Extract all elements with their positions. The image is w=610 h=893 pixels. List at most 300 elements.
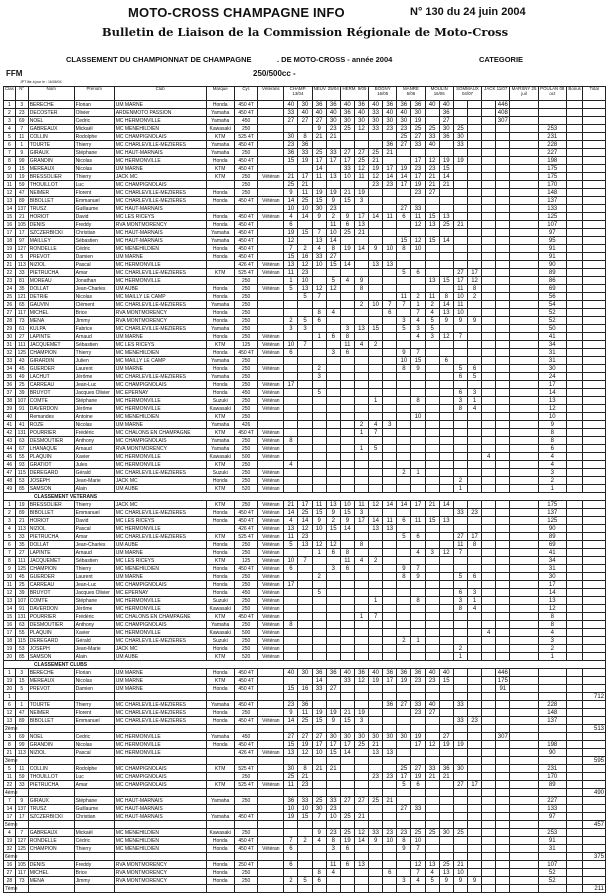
- table-cell: [566, 389, 582, 397]
- table-cell: [496, 885, 510, 893]
- table-cell: 33: [411, 805, 425, 813]
- table-cell: 1: [4, 693, 16, 701]
- table-cell: [566, 693, 582, 701]
- table-cell: [467, 149, 481, 157]
- table-cell: Mickaël: [74, 829, 114, 837]
- table-cell: [369, 573, 383, 581]
- table-cell: MC CHARLEVILLE-MEZIERES: [114, 709, 206, 717]
- table-cell: [369, 725, 383, 733]
- table-cell: SZCZERBICKI: [28, 229, 74, 237]
- table-cell: 91: [15, 605, 28, 613]
- table-cell: 15: [340, 509, 354, 517]
- table-cell: [425, 253, 439, 261]
- table-cell: [369, 277, 383, 285]
- table-cell: Yamaha: [206, 325, 234, 333]
- table-cell: 27: [312, 733, 326, 741]
- table-cell: [453, 685, 467, 693]
- table-cell: [510, 653, 538, 661]
- table-cell: Olivier: [74, 109, 114, 117]
- table-cell: 15: [284, 685, 298, 693]
- table-cell: [467, 421, 481, 429]
- table-cell: [383, 429, 397, 437]
- table-cell: [411, 645, 425, 653]
- table-cell: [566, 861, 582, 869]
- table-cell: [482, 669, 496, 677]
- club-total-row: [4, 853, 606, 861]
- table-cell: [583, 389, 606, 397]
- table-cell: Yamaha: [206, 149, 234, 157]
- table-cell: 27: [298, 117, 312, 125]
- table-cell: [340, 317, 354, 325]
- table-cell: Jean-Marie: [74, 477, 114, 485]
- table-cell: [467, 517, 481, 525]
- table-cell: [369, 781, 383, 789]
- table-cell: [411, 813, 425, 821]
- veteran-row: [4, 541, 606, 549]
- table-cell: [383, 565, 397, 573]
- table-cell: [510, 389, 538, 397]
- table-cell: [340, 789, 354, 797]
- table-cell: [298, 829, 312, 837]
- table-cell: [439, 581, 453, 589]
- table-cell: 89: [15, 717, 28, 725]
- table-cell: [354, 805, 368, 813]
- table-cell: Yamaha: [206, 733, 234, 741]
- table-cell: 20: [4, 653, 16, 661]
- table-cell: [510, 517, 538, 525]
- table-cell: [510, 589, 538, 597]
- table-cell: [482, 805, 496, 813]
- table-cell: 30: [312, 805, 326, 813]
- table-cell: 12: [298, 261, 312, 269]
- table-cell: DENIS: [28, 861, 74, 869]
- table-cell: 27: [397, 141, 411, 149]
- table-cell: [439, 597, 453, 605]
- table-cell: 12: [354, 125, 368, 133]
- veteran-row: [4, 501, 606, 509]
- table-cell: [354, 525, 368, 533]
- table-cell: [583, 589, 606, 597]
- table-cell: [566, 189, 582, 197]
- table-cell: [234, 885, 258, 893]
- table-cell: 27: [439, 117, 453, 125]
- table-cell: [354, 789, 368, 797]
- table-cell: 450 4T: [234, 349, 258, 357]
- table-cell: 14: [397, 173, 411, 181]
- table-cell: [510, 109, 538, 117]
- table-cell: [583, 549, 606, 557]
- table-cell: [467, 109, 481, 117]
- table-cell: Pascal: [74, 525, 114, 533]
- table-cell: 11: [411, 517, 425, 525]
- table-cell: 33: [411, 141, 425, 149]
- table-cell: 19: [354, 189, 368, 197]
- table-cell: [312, 581, 326, 589]
- table-cell: Honda: [206, 381, 234, 389]
- table-cell: [496, 357, 510, 365]
- table-cell: 67: [15, 445, 28, 453]
- table-cell: 69: [15, 733, 28, 741]
- table-cell: [354, 749, 368, 757]
- table-cell: 30: [340, 733, 354, 741]
- table-cell: 9: [467, 877, 481, 885]
- table-cell: 40: [425, 701, 439, 709]
- table-cell: Honda: [206, 509, 234, 517]
- table-cell: [482, 533, 496, 541]
- table-cell: 12: [298, 749, 312, 757]
- table-cell: [439, 229, 453, 237]
- table-cell: MENA: [28, 877, 74, 885]
- table-cell: [467, 565, 481, 573]
- table-cell: [566, 125, 582, 133]
- table-cell: 31: [538, 565, 566, 573]
- table-cell: [258, 765, 284, 773]
- table-cell: 15: [439, 165, 453, 173]
- table-cell: [439, 749, 453, 757]
- table-cell: [482, 717, 496, 725]
- table-cell: 31: [538, 349, 566, 357]
- table-cell: [369, 485, 383, 493]
- table-cell: 450 4T: [234, 245, 258, 253]
- table-cell: [369, 309, 383, 317]
- table-cell: 40: [425, 141, 439, 149]
- table-cell: 9: [397, 349, 411, 357]
- table-cell: Honda: [206, 717, 234, 725]
- table-cell: MC HERMONVILLE: [114, 277, 206, 285]
- table-cell: [538, 101, 566, 109]
- table-cell: [258, 725, 284, 733]
- table-cell: 3: [4, 517, 16, 525]
- table-cell: MC CHAMPIGNOLAIS: [114, 781, 206, 789]
- table-cell: 450 4T: [234, 837, 258, 845]
- table-cell: [496, 693, 510, 701]
- table-cell: 8: [4, 157, 16, 165]
- table-cell: [510, 805, 538, 813]
- table-cell: [397, 485, 411, 493]
- table-cell: [439, 349, 453, 357]
- table-cell: SZCZERBICKI: [28, 813, 74, 821]
- table-cell: [538, 725, 566, 733]
- table-cell: 6: [453, 373, 467, 381]
- table-cell: [354, 437, 368, 445]
- table-cell: MC HAUT-MARNAIS: [114, 797, 206, 805]
- table-cell: [383, 629, 397, 637]
- table-cell: 17: [411, 157, 425, 165]
- table-cell: 25: [284, 773, 298, 781]
- table-cell: [397, 685, 411, 693]
- table-cell: 7: [284, 837, 298, 845]
- table-cell: MC MENEHILDIEN: [114, 565, 206, 573]
- table-cell: Stéphane: [74, 149, 114, 157]
- table-cell: 1: [538, 653, 566, 661]
- table-cell: [510, 749, 538, 757]
- table-cell: [496, 581, 510, 589]
- table-cell: [397, 445, 411, 453]
- table-cell: [383, 645, 397, 653]
- table-cell: [583, 453, 606, 461]
- table-cell: RVA MONTMORENCY: [114, 309, 206, 317]
- table-cell: [425, 445, 439, 453]
- table-cell: 13: [383, 525, 397, 533]
- table-cell: [425, 781, 439, 789]
- table-cell: MEREAUX: [28, 677, 74, 685]
- table-cell: 21: [439, 181, 453, 189]
- table-cell: 28: [4, 317, 16, 325]
- table-cell: Nicolas: [74, 677, 114, 685]
- table-cell: Vétéran: [258, 549, 284, 557]
- table-cell: [411, 341, 425, 349]
- table-cell: [583, 205, 606, 213]
- table-cell: [467, 557, 481, 565]
- table-cell: 9: [312, 125, 326, 133]
- table-cell: Honda: [206, 285, 234, 293]
- table-cell: [566, 653, 582, 661]
- table-cell: [326, 773, 340, 781]
- table-cell: 2: [397, 469, 411, 477]
- table-cell: [383, 285, 397, 293]
- table-cell: 35: [15, 541, 28, 549]
- table-cell: 23: [326, 805, 340, 813]
- table-cell: [583, 141, 606, 149]
- table-cell: 10: [284, 805, 298, 813]
- table-cell: 55: [15, 629, 28, 637]
- table-cell: Vétéran: [258, 533, 284, 541]
- table-cell: Vétéran: [258, 445, 284, 453]
- table-cell: [312, 325, 326, 333]
- table-cell: [566, 373, 582, 381]
- table-cell: 125: [15, 845, 28, 853]
- table-cell: [467, 429, 481, 437]
- table-cell: [298, 365, 312, 373]
- table-cell: 2: [538, 645, 566, 653]
- veteran-row: [4, 565, 606, 573]
- table-cell: [482, 541, 496, 549]
- table-cell: [467, 869, 481, 877]
- table-cell: [538, 669, 566, 677]
- table-cell: 99: [15, 157, 28, 165]
- column-header: BOGNY 16/05: [369, 87, 397, 101]
- table-cell: 148: [538, 189, 566, 197]
- table-cell: Vétéran: [258, 485, 284, 493]
- table-cell: [369, 197, 383, 205]
- table-cell: [258, 877, 284, 885]
- table-cell: JACQUEMET: [28, 557, 74, 565]
- table-cell: [510, 669, 538, 677]
- table-row: [4, 237, 606, 245]
- table-cell: [284, 693, 298, 701]
- table-cell: 250: [234, 773, 258, 781]
- table-cell: [383, 509, 397, 517]
- table-cell: [383, 477, 397, 485]
- table-cell: [284, 125, 298, 133]
- table-cell: [298, 429, 312, 437]
- table-cell: 250: [234, 469, 258, 477]
- table-cell: 2: [326, 213, 340, 221]
- table-cell: [340, 621, 354, 629]
- table-cell: MC HAUT-MARNAIS: [114, 813, 206, 821]
- table-cell: Honda: [206, 877, 234, 885]
- table-cell: 14: [538, 589, 566, 597]
- table-cell: Vétéran: [258, 213, 284, 221]
- table-cell: Honda: [206, 333, 234, 341]
- table-cell: 595: [583, 757, 606, 765]
- table-cell: [566, 149, 582, 157]
- table-cell: [583, 645, 606, 653]
- table-cell: [510, 397, 538, 405]
- table-cell: [496, 621, 510, 629]
- veteran-row: [4, 605, 606, 613]
- table-cell: 20: [4, 685, 16, 693]
- table-cell: 7: [411, 845, 425, 853]
- table-cell: Vétéran: [258, 581, 284, 589]
- table-cell: 11: [354, 501, 368, 509]
- table-row: [4, 453, 606, 461]
- table-row: [4, 349, 606, 357]
- table-cell: 27: [354, 797, 368, 805]
- table-cell: 500: [234, 629, 258, 637]
- table-cell: 14: [439, 237, 453, 245]
- table-cell: [312, 597, 326, 605]
- table-cell: [298, 125, 312, 133]
- table-cell: [28, 693, 74, 701]
- table-cell: Freddy: [74, 221, 114, 229]
- table-cell: KTM: [206, 165, 234, 173]
- table-cell: [340, 357, 354, 365]
- table-cell: [453, 229, 467, 237]
- table-cell: 30: [298, 669, 312, 677]
- table-cell: Pascal: [74, 749, 114, 757]
- table-cell: 21: [326, 133, 340, 141]
- table-cell: [284, 165, 298, 173]
- table-cell: [206, 749, 234, 757]
- table-cell: [340, 205, 354, 213]
- table-row: [4, 277, 606, 285]
- table-cell: [284, 789, 298, 797]
- table-cell: [453, 629, 467, 637]
- table-cell: [467, 117, 481, 125]
- table-cell: [583, 573, 606, 581]
- table-cell: 36: [411, 101, 425, 109]
- table-cell: [369, 365, 383, 373]
- table-cell: MC HERMONVILLE: [114, 597, 206, 605]
- table-cell: [566, 717, 582, 725]
- table-cell: [439, 853, 453, 861]
- table-cell: MC HERMONVILLE: [114, 117, 206, 125]
- table-cell: Vétéran: [258, 589, 284, 597]
- table-cell: 250: [234, 285, 258, 293]
- table-cell: JACK MC: [114, 645, 206, 653]
- table-cell: Honda: [206, 101, 234, 109]
- table-cell: 3: [397, 317, 411, 325]
- table-cell: [383, 621, 397, 629]
- table-cell: [383, 397, 397, 405]
- table-cell: 10: [411, 413, 425, 421]
- table-cell: [510, 437, 538, 445]
- table-cell: Vétéran: [258, 173, 284, 181]
- table-cell: 19: [4, 677, 16, 685]
- table-cell: 11: [312, 501, 326, 509]
- table-cell: [114, 757, 206, 765]
- table-cell: 12: [425, 741, 439, 749]
- table-cell: [326, 317, 340, 325]
- table-cell: BRESSOLIER: [28, 173, 74, 181]
- table-row: [4, 109, 606, 117]
- table-cell: 11: [340, 341, 354, 349]
- table-cell: [284, 477, 298, 485]
- table-cell: 25: [397, 133, 411, 141]
- table-cell: [467, 701, 481, 709]
- table-cell: 19: [369, 677, 383, 685]
- table-cell: 8: [326, 245, 340, 253]
- table-cell: DOLLAT: [28, 541, 74, 549]
- table-cell: [482, 749, 496, 757]
- table-cell: 21: [312, 765, 326, 773]
- table-cell: [206, 725, 234, 733]
- table-cell: Thierry: [74, 565, 114, 573]
- table-cell: [369, 565, 383, 573]
- table-cell: 33: [453, 509, 467, 517]
- table-cell: 21: [425, 181, 439, 189]
- table-cell: [340, 445, 354, 453]
- table-cell: [467, 749, 481, 757]
- table-cell: UM MARNE: [114, 333, 206, 341]
- table-cell: Thierry: [74, 173, 114, 181]
- table-cell: [566, 469, 582, 477]
- table-cell: [467, 189, 481, 197]
- table-cell: Jacques Olivier: [74, 389, 114, 397]
- table-cell: 5: [298, 317, 312, 325]
- table-cell: 450 4T: [234, 213, 258, 221]
- table-cell: [510, 405, 538, 413]
- table-cell: MC CHARLEVILLE-MEZIERES: [114, 197, 206, 205]
- table-cell: MC CHAMPIGNOLAIS: [114, 581, 206, 589]
- table-cell: [411, 653, 425, 661]
- table-cell: [467, 581, 481, 589]
- table-cell: 9: [439, 317, 453, 325]
- table-cell: [397, 717, 411, 725]
- table-cell: [340, 373, 354, 381]
- table-cell: [439, 709, 453, 717]
- table-cell: 86: [538, 277, 566, 285]
- table-cell: 69: [538, 285, 566, 293]
- table-cell: Jean-Marie: [74, 645, 114, 653]
- table-cell: 41: [538, 549, 566, 557]
- table-cell: 7: [411, 565, 425, 573]
- table-cell: [383, 549, 397, 557]
- table-cell: [583, 485, 606, 493]
- table-cell: 307: [496, 117, 510, 125]
- table-cell: 125: [234, 557, 258, 565]
- table-cell: [383, 757, 397, 765]
- table-cell: ROZE: [28, 421, 74, 429]
- table-cell: [312, 645, 326, 653]
- table-cell: [369, 581, 383, 589]
- table-cell: [326, 485, 340, 493]
- table-cell: [453, 237, 467, 245]
- table-cell: 15: [340, 197, 354, 205]
- table-cell: [482, 701, 496, 709]
- table-cell: 490: [583, 789, 606, 797]
- table-row: [4, 293, 606, 301]
- table-cell: [453, 413, 467, 421]
- table-cell: Yamaha: [206, 797, 234, 805]
- table-cell: [496, 877, 510, 885]
- table-cell: 90: [538, 261, 566, 269]
- table-cell: [583, 709, 606, 717]
- table-cell: [326, 389, 340, 397]
- table-row: [4, 301, 606, 309]
- table-cell: 11: [354, 173, 368, 181]
